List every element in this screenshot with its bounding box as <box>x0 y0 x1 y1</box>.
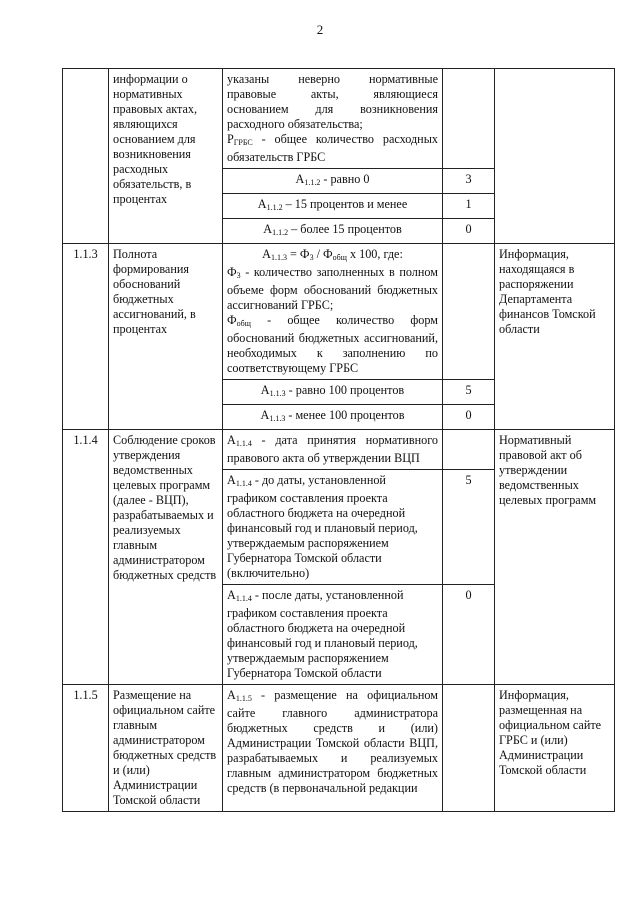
criterion-score: 1 <box>443 194 495 219</box>
indicator-name: информации о нормативных правовых актах, являющихся основанием для возникновения расходных обязательств, в процентах <box>113 72 198 206</box>
criterion-text: $А_{1.1.2} - 15$ процентов и менее <box>223 194 443 219</box>
row-number: 1.1.4 <box>63 430 109 685</box>
score-cell <box>443 685 495 812</box>
description-cell <box>223 244 443 380</box>
description-text: $А_{1.1.5}$ - размещение на официальном сайте главного администратора бюджетных средств и (или) Администрации Томской области ВЦП, разрабатываемых и реализуемых главным администратором бюджетных средств (в первоначальной редакции <box>223 685 443 812</box>
indicator-name: Соблюдение сроков утверждения ведомственных целевых программ (далее - ВЦП), разрабатываемых и реализуемых главным администратором бюджетных средств <box>109 430 223 685</box>
row-num-cell <box>63 69 109 244</box>
row-name-cell <box>109 69 223 244</box>
criterion-text: $А_{1.1.2}$ – более 15 процентов <box>223 219 443 244</box>
criterion-score: 0 <box>443 405 495 430</box>
score-cell <box>443 69 495 169</box>
description-text: указаны неверно нормативные правовые акты, являющиеся основанием для возникновения расходного обязательства; <box>227 72 438 131</box>
criterion-score: 0 <box>443 219 495 244</box>
criterion-score: 5 <box>443 470 495 585</box>
criterion-text: $А_{1.1.3}$ - равно 100 процентов <box>223 380 443 405</box>
criterion-text: $А_{1.1.4}$ - после даты, установленной графиком составления проекта областного бюджета на очередной финансовый год и плановый период, утверждаемым распоряжением Губернатора Томской области <box>223 585 443 685</box>
description-cell <box>223 69 443 169</box>
score-cell <box>443 430 495 470</box>
description-text: $А_{1.1.4}$ - дата принятия нормативного правового акта об утверждении ВЦП <box>223 430 443 470</box>
table-row <box>63 69 615 169</box>
table-row <box>63 685 615 812</box>
page-number: 2 <box>316 22 324 37</box>
row-number: 1.1.5 <box>63 685 109 812</box>
criteria-table <box>62 68 615 812</box>
description-text: $Ф_3$ - количество заполненных в полном объеме форм обоснований бюджетных ассигнований ГРБС; <box>227 265 438 312</box>
indicator-name: Полнота формирования обоснований бюджетных ассигнований, в процентах <box>109 244 223 430</box>
criterion-score: 0 <box>443 585 495 685</box>
criterion-text: $А_{1.1.4}$ - до даты, установленной графиком составления проекта областного бюджета на очередной финансовый год и плановый период, утверждаемым распоряжением Губернатора Томской области (включительно) <box>223 470 443 585</box>
formula-text: $А_{1.1.3} = Ф_3 / Ф_{общ}$ х 100, где: <box>262 247 403 262</box>
source-text: Информация, находящаяся в распоряжении Департамента финансов Томской области <box>495 244 615 430</box>
indicator-name: Размещение на официальном сайте главным администратором бюджетных средств и (или) Администрации Томской области <box>109 685 223 812</box>
table-row <box>63 244 615 380</box>
source-cell <box>495 69 615 244</box>
description-text: $Р_{ГРБС}$ - общее количество расходных обязательств ГРБС <box>227 132 438 164</box>
criterion-score: 5 <box>443 380 495 405</box>
row-number: 1.1.3 <box>63 244 109 430</box>
source-text: Информация, размещенная на официальном сайте ГРБС и (или) Администрации Томской области <box>495 685 615 812</box>
criterion-score: 3 <box>443 169 495 194</box>
table-row <box>63 430 615 470</box>
criterion-text: $А_{1.1.3}$ - менее 100 процентов <box>223 405 443 430</box>
score-cell <box>443 244 495 380</box>
criterion-text: $А_{1.1.2}$ - равно 0 <box>223 169 443 194</box>
source-text: Нормативный правовой акт об утверждении ведомственных целевых программ <box>495 430 615 685</box>
description-text: $Ф_{общ}$ - общее количество форм обоснований бюджетных ассигнований, необходимых к заполнению по соответствующему ГРБС <box>227 313 438 375</box>
